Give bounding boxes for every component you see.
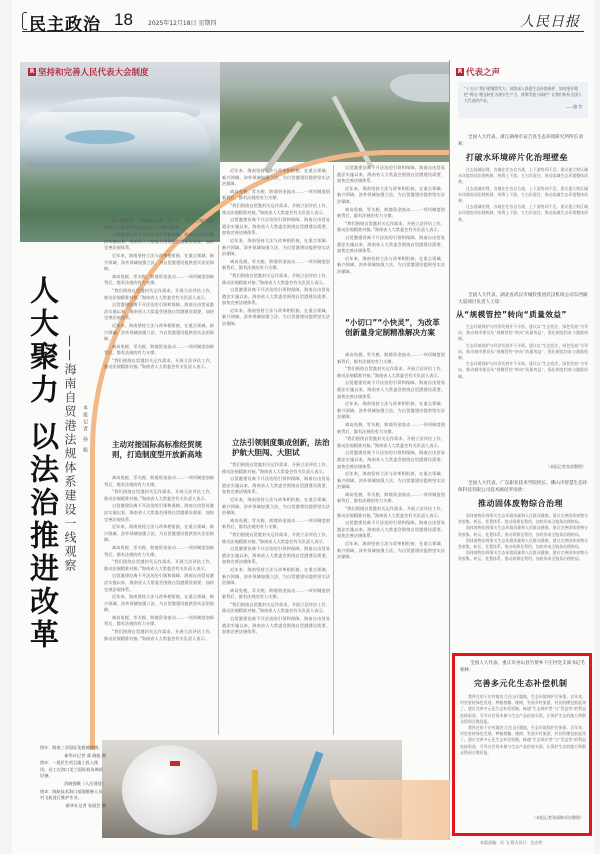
paragraph: 生态环境保护与经济发展并不矛盾。建议以“生态优先、绿色发展”为导向，推动城市建设从“规模管控”转向“质量效益”，强化制度约束与激励机制。 [458, 324, 588, 342]
paragraph: 离岛免税、零关税、跨境资金流动……一项项制度创新背后，都有法规的有力支撑。 [104, 273, 214, 286]
editor-note [458, 82, 588, 118]
paragraph: 自贸港建设离不开法治的引领和保障。海南自由贸易港法实施以来，海南省人大常委会围绕自贸港建设需要，加快完善法规体系。 [222, 616, 330, 635]
paragraph: 自贸港建设离不开法治的引领和保障。海南自由贸易港法实施以来，海南省人大常委会围绕自贸港建设需要，加快完善法规体系。 [337, 234, 445, 254]
caption-credit: 新华社记者 蒲 晓旭 摄 [64, 752, 106, 758]
column-divider [333, 165, 334, 735]
feature-title: 人大聚力 以法治推进改革 [26, 275, 60, 653]
paragraph: 固体废物治理事关生态环境质量和人民群众健康。建议完善固体废物分类收集、转运、处置体系，推动资源化利用，加快形成全链条治理格局。 [458, 513, 588, 525]
paragraph: 近年来，海南坚持立法与改革相衔接，在重点领域、新兴领域、涉外领域加强立法，为自贸港建设提供坚实法治保障。 [337, 401, 445, 420]
paragraph: 近年来，海南坚持立法与改革相衔接，在重点领域、新兴领域、涉外领域加强立法，为自贸港建设提供坚实法治保障。 [337, 471, 445, 490]
feature-column-head [28, 66, 149, 78]
masthead [22, 10, 584, 35]
paragraph: 近年来，海南坚持立法与改革相衔接，在重点领域、新兴领域、涉外领域加强立法，为自贸港建设提供坚实法治保障。 [104, 594, 214, 613]
paragraph: 自贸港建设离不开法治的引领和保障。海南自由贸易港法实施以来，海南省人大常委会围绕自贸港建设需要，加快完善法规体系。 [337, 380, 445, 399]
caption-line: 图①：海南三亚国际免税城购物。 [40, 745, 103, 750]
paragraph: “我们围绕自贸港封关运作需求，开展立法评估工作，推动法规精准对接。”海南省人大常委会有关负责人表示。 [337, 436, 445, 448]
photo-aerial-city [220, 62, 450, 162]
feature-subtitle: ——海南自贸港法规体系建设一线观察 [63, 335, 77, 573]
paragraph: 自贸港建设离不开法治的引领和保障。海南自由贸易港法实施以来，海南省人大常委会围绕自贸港建设需要，加快完善法规体系。 [104, 573, 214, 592]
paragraph: “我们围绕自贸港封关运作需求，开展立法评估工作，推动法规精准对接。”海南省人大常委会有关负责人表示。 [222, 272, 330, 285]
paragraph: 离岛免税、零关税、跨境资金流动……一项项制度创新背后，都有法规的有力支撑。 [222, 188, 330, 201]
paragraph: 近年来，海南坚持立法与改革相衔接，在重点领域、新兴领域、涉外领域加强立法，为自贸港建设提供坚实法治保障。 [222, 307, 330, 327]
section-marker-icon: R [457, 68, 463, 75]
column-divider [449, 60, 450, 840]
paragraph: 自贸港建设离不开法治的引领和保障。海南自由贸易港法实施以来，海南省人大常委会围绕自贸港建设需要，加快完善法规体系。 [222, 476, 330, 495]
paragraph: 近年来，海南坚持立法与改革相衔接，在重点领域、新兴领域、涉外领域加强立法，为自贸港建设提供坚实法治保障。 [104, 524, 214, 543]
masthead-bracket [22, 12, 27, 30]
paragraph: “我们围绕自贸港封关运作需求，开展立法评估工作，推动法规精准对接。”海南省人大常委会有关负责人表示。 [222, 531, 330, 544]
rep-intro-3: 全国人大代表、广东职业技术学院校长、佛山市智慧生态环保科技有限公司技术顾问罗雨欣： [458, 481, 588, 493]
rep-body-3 [458, 513, 588, 645]
rep-credit-2: （本报记者张晨整理） [546, 464, 586, 469]
page-editors: 本版责编：吴 飞 版式设计：沈亦伶 [480, 840, 543, 845]
paragraph: “我们围绕自贸港封关运作需求，开展立法评估工作，推动法规精准对接。”海南省人大常委会有关负责人表示。 [337, 506, 445, 518]
page-number: 18 [114, 10, 133, 29]
paragraph: 近年来，海南坚持立法与改革相衔接，在重点领域、新兴领域、涉外领域加强立法，为自贸港建设提供坚实法治保障。 [222, 237, 330, 257]
paragraph: “我们围绕自贸港封关运作需求，开展立法评估工作，推动法规精准对接。”海南省人大常委会有关负责人表示。 [222, 202, 330, 215]
paragraph: 近年来，海南坚持立法与改革相衔接，在重点领域、新兴领域、涉外领域加强立法，为自贸港建设提供坚实法治保障。 [337, 541, 445, 560]
newspaper-logo: 人民日报 [520, 14, 580, 30]
paragraph: 自贸港建设离不开法治的引领和保障。海南自由贸易港法实施以来，海南省人大常委会围绕自贸港建设需要，加快完善法规体系。 [337, 520, 445, 539]
sidebar-column-head [456, 66, 500, 78]
editor-note-text: “十五五”我们要继续发力，持续深入推进生态环境保护，如何更好地把“两山”理念转化为现实生产力，统筹发展与保护？让我们听听全国人大代表的声音。 [464, 86, 582, 103]
paragraph: 离岛免税、零关税、跨境资金流动……一项项制度创新背后，都有法规的有力支撑。 [222, 517, 330, 530]
rep-intro-2: 全国人大代表、湖北省武汉市城投集团武汉机场公司东西湖大道项目负责人王琼： [458, 293, 588, 305]
article-body-col3 [337, 165, 445, 315]
paragraph: 离岛免税、零关税、跨境资金流动……一项项制度创新背后，都有法规的有力支撑。 [337, 491, 445, 504]
rep-body-2 [458, 324, 588, 456]
rep-body-4 [460, 694, 586, 809]
paragraph: 生态环境保护与经济发展并不矛盾。建议以“生态优先、绿色发展”为导向，推动城市建设从“规模管控”转向“质量效益”，强化制度约束与激励机制。 [458, 342, 588, 361]
paragraph: 自贸港建设离不开法治的引领和保障。海南自由贸易港法实施以来，海南省人大常委会围绕自贸港建设需要，加快完善法规体系。 [222, 287, 330, 306]
paragraph: 离岛免税、零关税、跨境资金流动……一项项制度创新背后，都有法规的有力支撑。 [104, 614, 214, 627]
paragraph: “我们围绕自贸港封关运作需求，开展立法评估工作，推动法规精准对接。”海南省人大常委会有关负责人表示。 [104, 559, 214, 571]
paragraph: 离岛免税、零关税、跨境资金流动……一项项制度创新背后，都有法规的有力支撑。 [337, 421, 445, 434]
rep-credit-4: （本报记者张丽敏采访整理） [532, 815, 584, 820]
article-body-col2 [222, 168, 330, 413]
rep-body-1 [458, 167, 588, 282]
paragraph: 离岛免税、零关税、跨境资金流动……一项项制度创新背后，都有法规的有力支撑。 [104, 475, 214, 487]
issue-date: 2025年12月18日 星期四 [148, 20, 217, 27]
column-divider [218, 245, 219, 735]
caption-line: 图②：一批民生项目竣工投入使用，员工在海口美兰国际机场调试设备。 [40, 760, 103, 779]
paragraph: 离岛免税、零关税、跨境资金流动……一项项制度创新背后，都有法规的有力支撑。 [222, 258, 330, 271]
rep-headline-4: 完善多元化生态补偿机制 [474, 679, 568, 688]
paragraph: 近年来，海南坚持立法与改革相衔接，在重点领域、新兴领域、涉外领域加强立法，为自贸港建设提供坚实法治保障。 [222, 496, 330, 516]
feature-column-head-label: 坚持和完善人民代表大会制度 [38, 68, 149, 78]
paragraph: 自贸港建设离不开法治的引领和保障。海南自由贸易港法实施以来，海南省人大常委会围绕自贸港建设需要，加快完善法规体系。 [104, 503, 214, 522]
paragraph: 近年来，海南坚持立法与改革相衔接，在重点领域、新兴领域、涉外领域加强立法，为自贸港建设提供坚实法治保障。 [104, 252, 214, 272]
paragraph: 固体废物治理事关生态环境质量和人民群众健康。建议完善固体废物分类收集、转运、处置体系，推动资源化利用，加快形成全链条治理格局。 [458, 525, 588, 537]
paragraph: 我所在的下庄村地处大巴山区腹地，生态环境保护任务重。近年来，村里坚持绿色发展，种植柑橘、桃树，发展乡村旅游，村民的腰包鼓起来了。建议完善多元化生态补偿机制，畅通“生态保护者”与“受益者”的利益连接渠道，引导社会资本参与生态产品价值实现，让保护生态的地方和群众得到合理回报。 [460, 694, 586, 724]
paragraph: “我们围绕自贸港封关运作需求，开展立法评估工作，推动法规精准对接。”海南省人大常委会有关负责人表示。 [104, 357, 214, 370]
paragraph: 自贸港建设离不开法治的引领和保障。海南自由贸易港法实施以来，海南省人大常委会围绕自贸港建设需要，加快完善法规体系。 [222, 546, 330, 565]
paragraph: “我们围绕自贸港封关运作需求，开展立法评估工作，推动法规精准对接。”海南省人大常委会有关负责人表示。 [222, 601, 330, 614]
caption-line: 图③：海航技术海口基地维修人员对飞机进行维护作业。 [40, 788, 103, 801]
paragraph: 离岛免税、零关税、跨境资金流动……一项项制度创新背后，都有法规的有力支撑。 [104, 544, 214, 557]
paragraph: “我们围绕自贸港封关运作需求，开展立法评估工作，推动法规精准对接。”海南省人大常委会有关负责人表示。 [104, 489, 214, 501]
paragraph: 离岛免税、零关税、跨境资金流动……一项项制度创新背后，都有法规的有力支撑。 [222, 587, 330, 600]
feature-byline: 本报记者 孙 振 [82, 405, 88, 455]
paragraph: 自贸港建设离不开法治的引领和保障。海南自由贸易港法实施以来，海南省人大常委会围绕自贸港建设需要，加快完善法规体系。 [222, 217, 330, 236]
paragraph: 近年来，海南坚持立法与改革相衔接，在重点领域、新兴领域、涉外领域加强立法，为自贸港建设提供坚实法治保障。 [337, 185, 445, 204]
paragraph: 固体废物治理事关生态环境质量和人民群众健康。建议完善固体废物分类收集、转运、处置体系，推动资源化利用，加快形成全链条治理格局。 [458, 550, 588, 562]
section-title: 民主政治 [29, 15, 101, 35]
paragraph: “我们围绕自贸港封关运作需求，开展立法评估工作，推动法规精准对接。”海南省人大常委会有关负责人表示。 [104, 629, 214, 641]
sidebar-column-head-label: 代表之声 [466, 68, 501, 78]
paragraph: 近年来，海南坚持立法与改革相衔接，在重点领域、新兴领域、涉外领域加强立法，为自贸港建设提供坚实法治保障。 [222, 566, 330, 586]
paragraph: “我们围绕自贸港封关运作需求，开展立法评估工作，推动法规精准对接。”海南省人大常委会有关负责人表示。 [337, 220, 445, 233]
rep-intro-4: 全国人大代表、重庆市巫山县竹贤乡下庄村党支部书记毛相林： [460, 661, 585, 673]
paragraph: 自贸港建设离不开法治的引领和保障。海南自由贸易港法实施以来，海南省人大常委会围绕自贸港建设需要，加快完善法规体系。 [104, 232, 214, 251]
paragraph: 离岛免税、零关税、跨境资金流动……一项项制度创新背后，都有法规的有力支撑。 [337, 206, 445, 219]
article-body-col1b [104, 475, 214, 735]
paragraph: 近年来，海南坚持立法与改革相衔接，在重点领域、新兴领域、涉外领域加强立法，为自贸港建设提供坚实法治保障。 [104, 322, 214, 342]
paragraph: 生态环境保护与经济发展并不矛盾。建议以“生态优先、绿色发展”为导向，推动城市建设从“规模管控”转向“质量效益”，强化制度约束与激励机制。 [458, 361, 588, 379]
paragraph: 离岛免税、零关税、跨境资金流动……一项项制度创新背后，都有法规的有力支撑。 [104, 343, 214, 356]
rep-headline-1: 打破水环境碎片化治理壁垒 [466, 153, 568, 162]
photo-duty-free-mall [20, 62, 220, 242]
paragraph: 自贸港建设离不开法治的引领和保障。海南自由贸易港法实施以来，海南省人大常委会围绕自贸港建设需要，加快完善法规体系。 [104, 302, 214, 321]
paragraph: 自贸港建设离不开法治的引领和保障。海南自由贸易港法实施以来，海南省人大常委会围绕自贸港建设需要，加快完善法规体系。 [337, 450, 445, 469]
rep-intro-1: 全国人大代表、浙江湖州市安吉县生态环境研究所所长刘莉： [458, 135, 583, 147]
subheading-3: “小切口”“小快灵”，为改革创新量身定制精准解决方案 [345, 318, 440, 337]
paragraph: 近年来，海南坚持立法与改革相衔接，在重点领域、新兴领域、涉外领域加强立法，为自贸港建设提供坚实法治保障。 [337, 255, 445, 274]
subheading-1: 主动对接国际高标准经贸规则，打造制度型开放新高地 [112, 440, 202, 459]
paragraph: 自贸港建设离不开法治的引领和保障。海南自由贸易港法实施以来，海南省人大常委会围绕自贸港建设需要，加快完善法规体系。 [337, 165, 445, 184]
paragraph: 过去流域治理，各地往往各自为战，上下游协同不足。建议建立跨区域水环境协同治理机制，统筹上下游、左右岸责任，推动流域生态环境整体改善。 [458, 167, 588, 185]
photo-captions [40, 745, 106, 810]
rep-headline-3: 推动固体废物综合治理 [478, 499, 563, 508]
paragraph: 过去流域治理，各地往往各自为战，上下游协同不足。建议建立跨区域水环境协同治理机制，统筹上下游、左右岸责任，推动流域生态环境整体改善。 [458, 185, 588, 204]
paragraph: 我所在的下庄村地处大巴山区腹地，生态环境保护任务重。近年来，村里坚持绿色发展，种植柑橘、桃树，发展乡村旅游，村民的腰包鼓起来了。建议完善多元化生态补偿机制，畅通“生态保护者”与“受益者”的利益连接渠道，引导社会资本参与生态产品价值实现，让保护生态的地方和群众得到合理回报。 [460, 725, 586, 755]
caption-credit: 苏晓强摄（人民视觉） [64, 780, 106, 786]
article-body-col2b [222, 462, 330, 737]
paragraph: 离岛免税、零关税、跨境资金流动……一项项制度创新背后，都有法规的有力支撑。 [337, 352, 445, 364]
paragraph: “我们围绕自贸港封关运作需求，开展立法评估工作，推动法规精准对接。”海南省人大常委会有关负责人表示。 [104, 287, 214, 300]
article-body-col3b [337, 352, 445, 732]
paragraph: “我们围绕自贸港封关运作需求，开展立法评估工作，推动法规精准对接。”海南省人大常委会有关负责人表示。 [337, 366, 445, 378]
paragraph: “我们围绕自贸港封关运作需求，开展立法评估工作，推动法规精准对接。”海南省人大常委会有关负责人表示。 [222, 462, 330, 474]
subheading-2: 立法引领制度集成创新，法治护航大胆闯、大胆试 [232, 438, 330, 457]
rep-headline-2: 从“规模管控”转向“质量效益” [456, 310, 567, 319]
caption-credit: 新华社记者 张丽芸 摄 [65, 802, 106, 808]
article-body-col1 [104, 218, 214, 428]
paragraph: 近年来，海南坚持立法与改革相衔接，在重点领域、新兴领域、涉外领域加强立法，为自贸港建设提供坚实法治保障。 [222, 168, 330, 187]
paragraph: 过去流域治理，各地往往各自为战，上下游协同不足。建议建立跨区域水环境协同治理机制，统筹上下游、左右岸责任，推动流域生态环境整体改善。 [458, 204, 588, 222]
paragraph: 固体废物治理事关生态环境质量和人民群众健康。建议完善固体废物分类收集、转运、处置体系，推动资源化利用，加快形成全链条治理格局。 [458, 537, 588, 550]
paragraph: 海大图景完，别看通车后高，首不久，“星空之眼”在海南省人大常委会代表以法治方式推动改革…… [104, 218, 214, 230]
section-marker-icon: R [29, 68, 35, 75]
editor-note-signature: ——编 者 [565, 104, 582, 109]
